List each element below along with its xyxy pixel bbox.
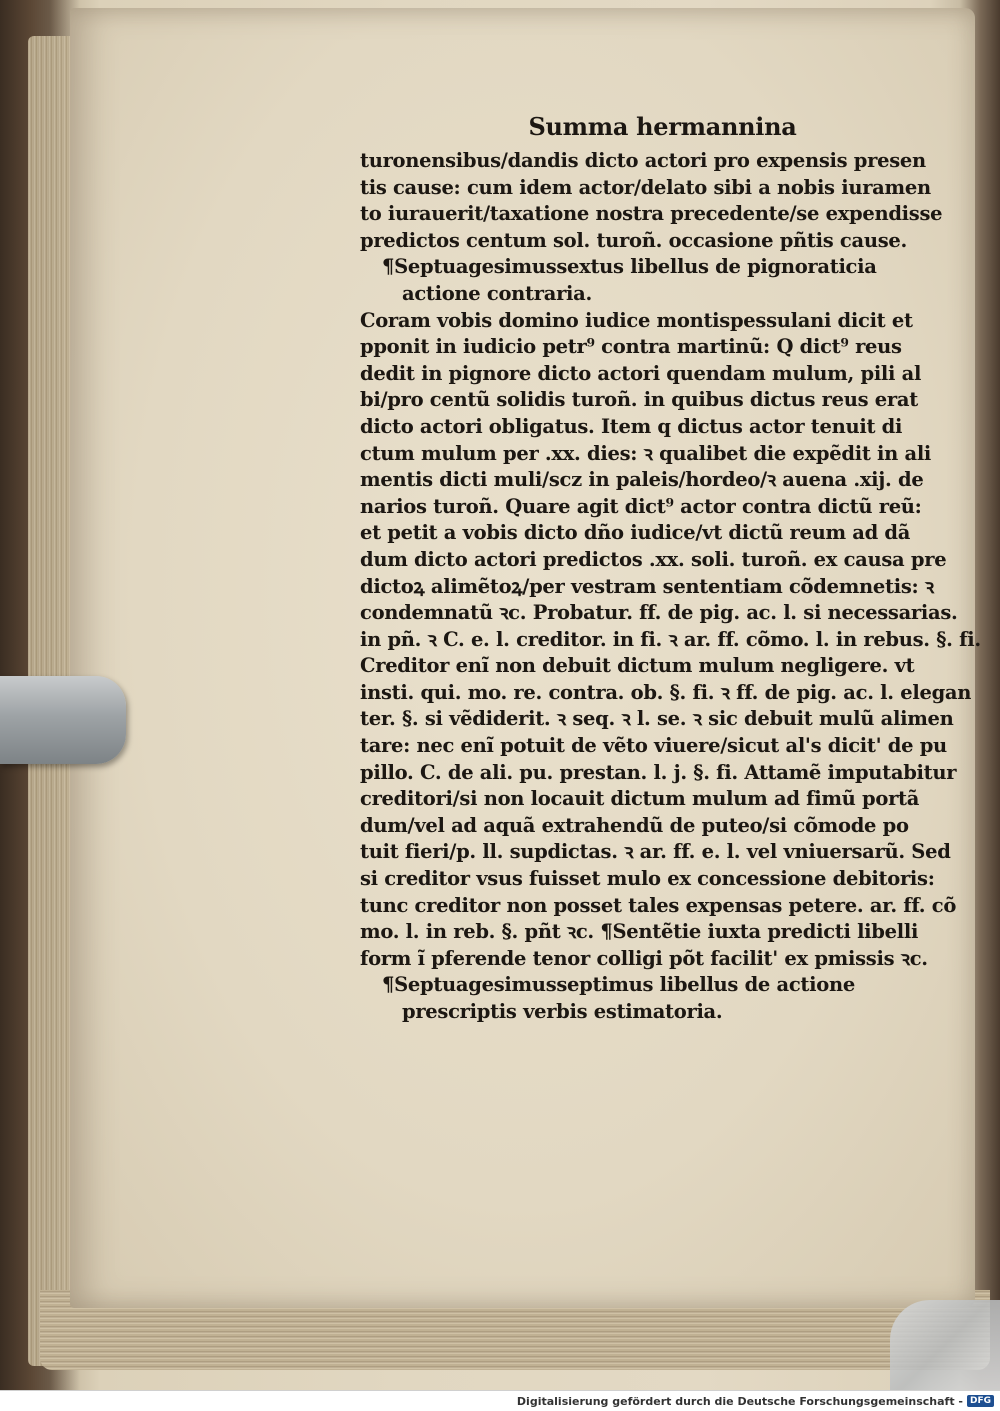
text-line: creditori/si non locauit dictum mulum ad fimũ portã <box>360 787 920 811</box>
text-line: mentis dicti muli/scz in paleis/hordeo/ꝛ auena .xij. de <box>360 468 924 492</box>
text-line: dictoꝝ alimẽtoꝝ/per vestram sententiam cõdemnetis: ꝛ <box>360 574 934 598</box>
bookmark-ribbon <box>890 1300 1000 1390</box>
running-head: Summa hermannina <box>528 112 797 141</box>
text-line: dum dicto actori predictos .xx. soli. turoñ. ex causa pre <box>360 547 947 571</box>
text-line: tunc creditor non posset tales expensas petere. ar. ff. cõ <box>360 893 957 917</box>
text-line: dedit in pignore dicto actori quendam mulum, pili al <box>360 361 922 385</box>
funding-text: Digitalisierung gefördert durch die Deutsche Forschungsgemeinschaft - <box>516 1394 963 1408</box>
text-line: Coram vobis domino iudice montispessulani dicit et <box>360 308 913 332</box>
section-heading-line: prescriptis verbis estimatoria. <box>402 1000 723 1023</box>
text-line: et petit a vobis dicto dño iudice/vt dictũ reum ad dã <box>360 521 911 545</box>
text-line: mo. l. in reb. §. pñt ꝛc. ¶Sentẽtie iuxta predicti libelli <box>360 920 919 944</box>
text-line: form ĩ pferende tenor colligi põt facilit' ex pmissis ꝛc. <box>360 946 928 970</box>
dfg-logo-icon: DFG <box>967 1395 994 1407</box>
text-line: dum/vel ad aquã extrahendũ de puteo/si cõmode po <box>360 813 909 837</box>
text-line: ter. §. si vẽdiderit. ꝛ seq. ꝛ l. se. ꝛ sic debuit mulũ alimen <box>360 707 954 731</box>
text-line: turonensibus/dandis dicto actori pro expensis presen <box>360 149 926 172</box>
text-line: tare: nec enĩ potuit de vẽto viuere/sicut al's dicit' de pu <box>360 734 947 758</box>
text-line: pillo. C. de ali. pu. prestan. l. j. §. fi. Attamẽ imputabitur <box>360 760 957 784</box>
text-line: ctum mulum per .xx. dies: ꝛ qualibet die expẽdit in ali <box>360 441 932 465</box>
text-line: to iurauerit/taxatione nostra precedente/se expendisse <box>360 202 943 226</box>
text-line: condemnatũ ꝛc. Probatur. ff. de pig. ac. l. si necessarias. <box>360 601 958 625</box>
text-line: dicto actori obligatus. Item q dictus actor tenuit di <box>360 414 903 438</box>
text-line: bi/pro centũ solidis turoñ. in quibus dictus reus erat <box>360 388 918 412</box>
text-line: predictos centum sol. turoñ. occasione pñtis cause. <box>360 228 907 252</box>
text-line: insti. qui. mo. re. contra. ob. §. fi. ꝛ ff. de pig. ac. l. elegan <box>360 680 972 704</box>
text-line: narios turoñ. Quare agit dict⁹ actor contra dictũ reũ: <box>360 494 922 518</box>
text-line: in pñ. ꝛ C. e. l. creditor. in fi. ꝛ ar. ff. cõmo. l. in rebus. §. fi. <box>360 627 981 651</box>
page-text-block <box>360 112 981 1026</box>
section-heading-line: ¶Septuagesimusseptimus libellus de actione <box>382 973 855 997</box>
funding-footer <box>0 1390 1000 1411</box>
text-line: Creditor enĩ non debuit dictum mulum negligere. vt <box>360 654 915 678</box>
text-line: tis cause: cum idem actor/delato sibi a nobis iuramen <box>360 175 931 199</box>
text-line: tuit fieri/p. ll. supdictas. ꝛ ar. ff. e. l. vel vniuersarũ. Sed <box>360 840 951 864</box>
text-line: si creditor vsus fuisset mulo ex concessione debitoris: <box>360 867 935 891</box>
page-holder-clip <box>0 676 126 764</box>
text-line: pponit in iudicio petr⁹ contra martinũ: Q dict⁹ reus <box>360 335 902 359</box>
section-heading-line: ¶Septuagesimussextus libellus de pignoraticia <box>382 255 877 279</box>
section-heading-line: actione contraria. <box>402 281 592 305</box>
